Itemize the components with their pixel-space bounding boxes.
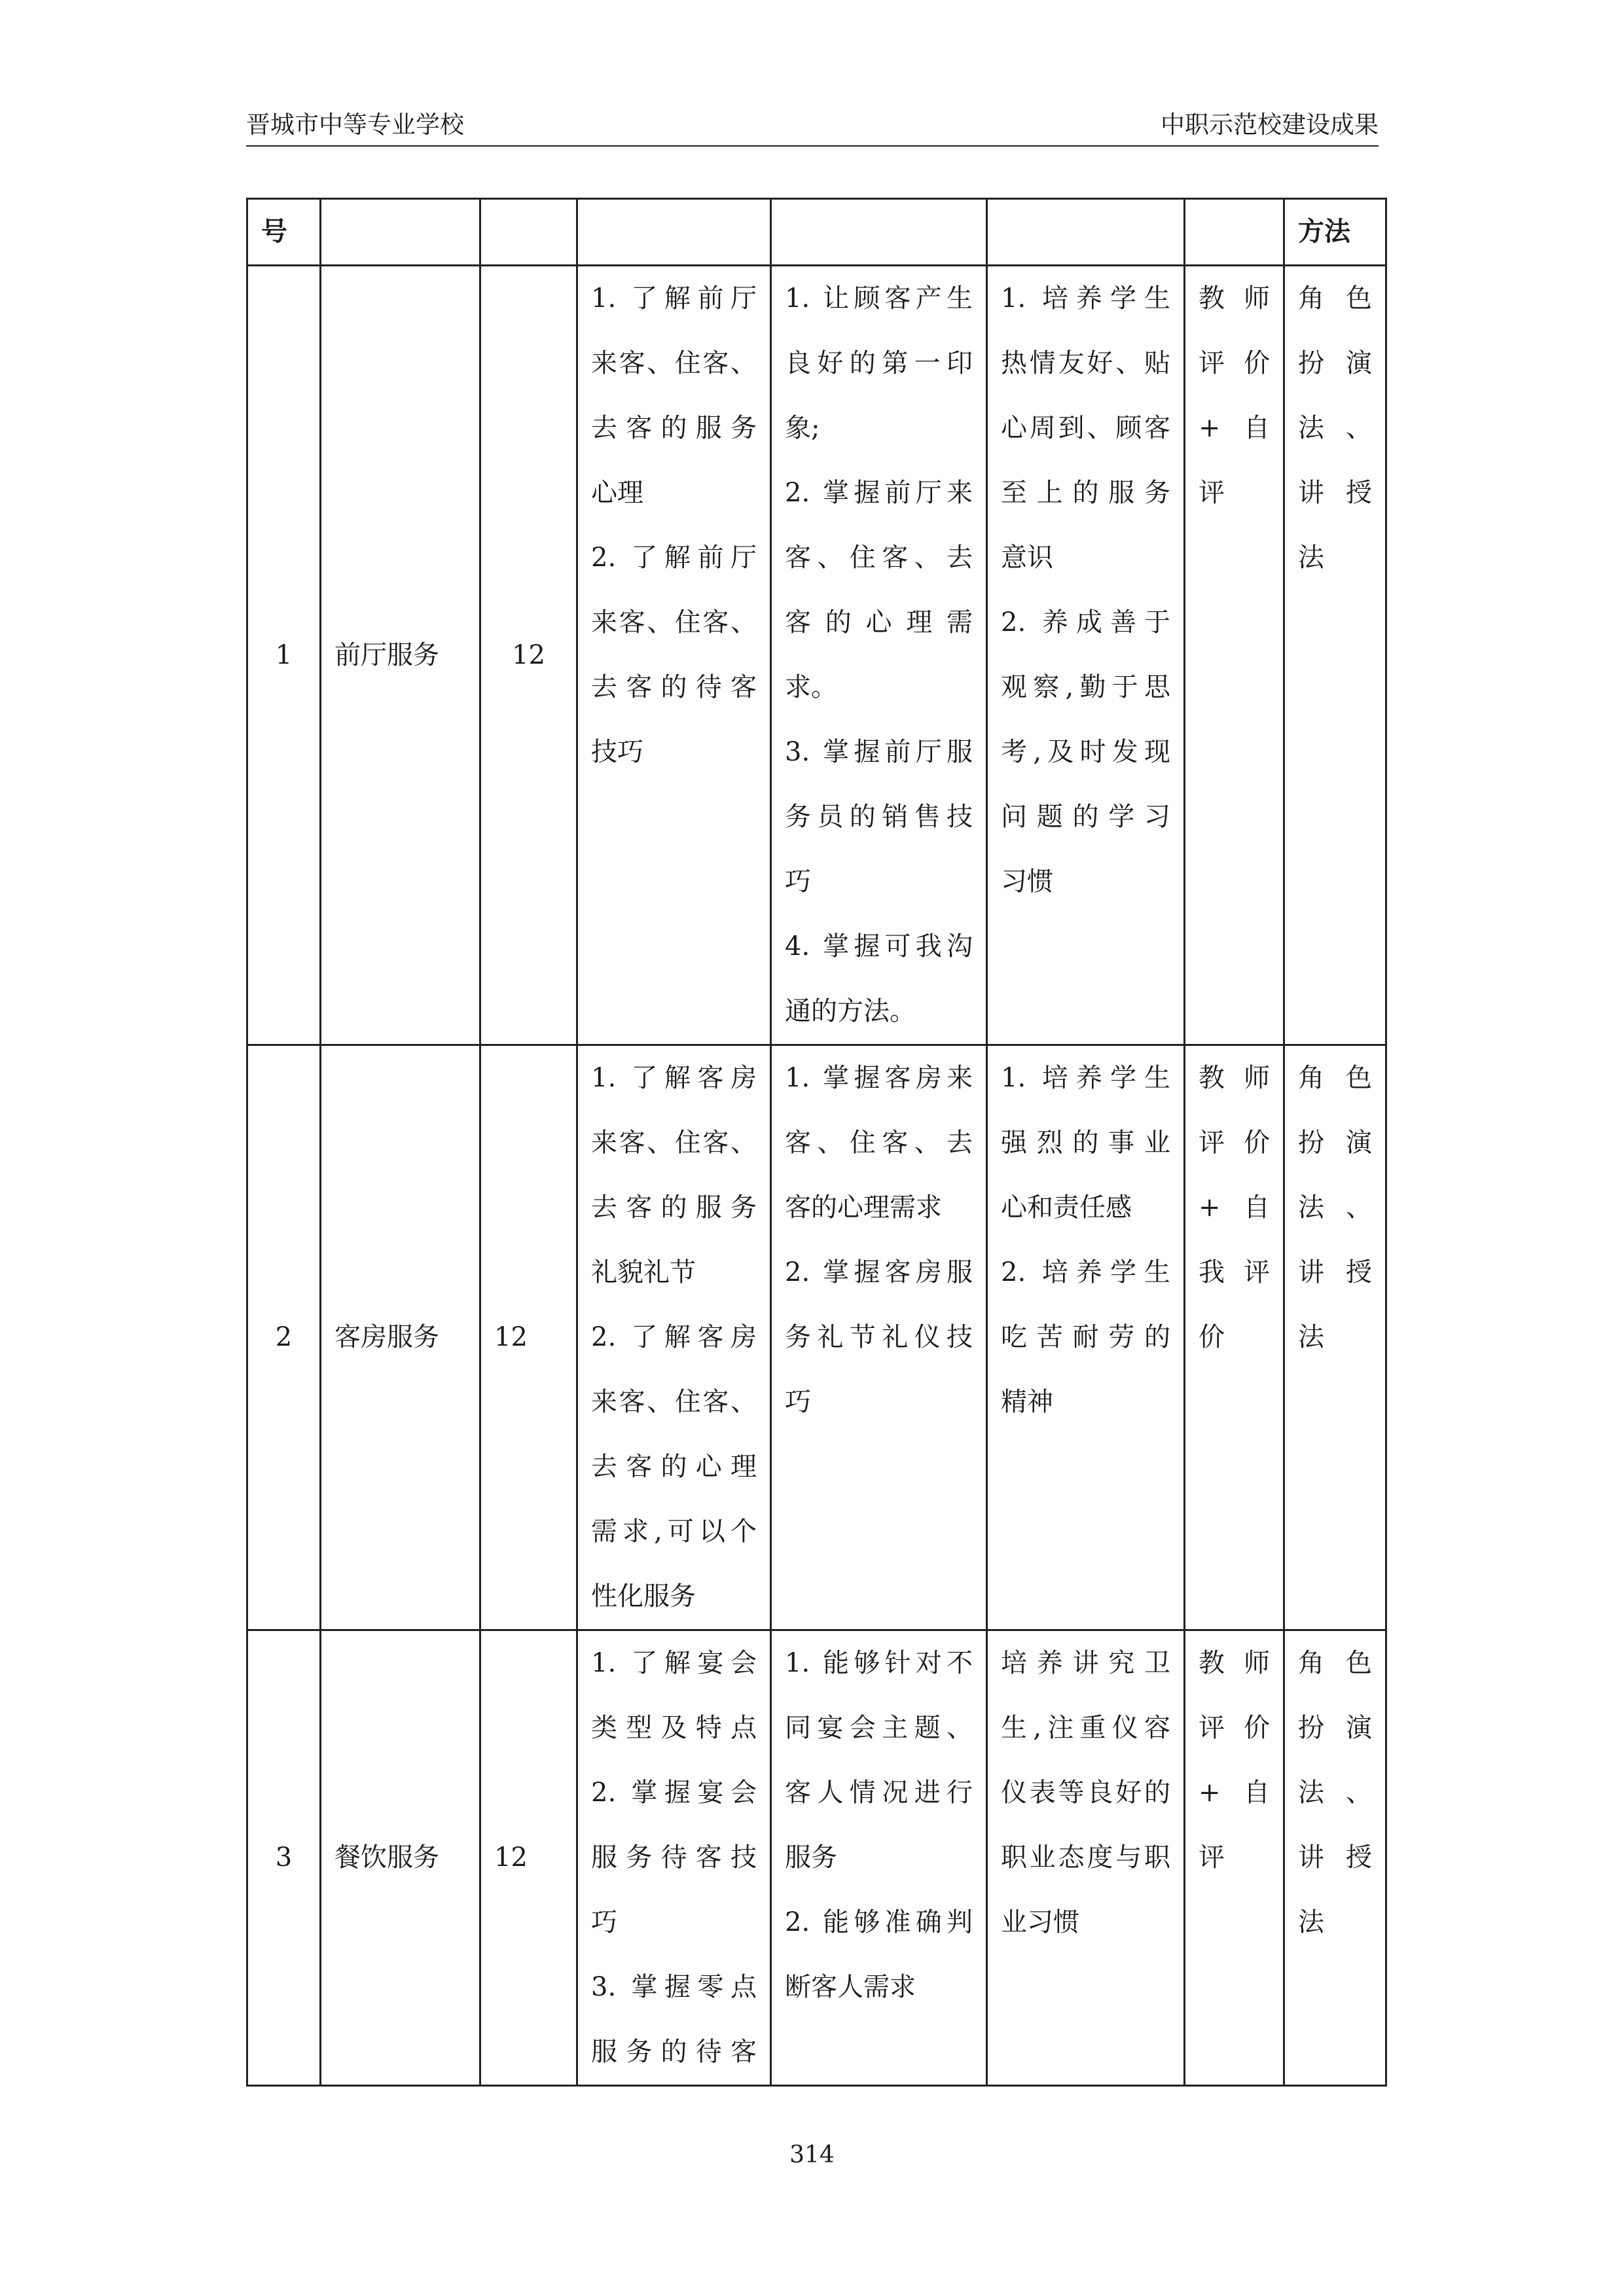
curriculum-table bbox=[246, 198, 1387, 2087]
row-skills bbox=[771, 266, 987, 1045]
row-hours: 12 bbox=[480, 266, 577, 1045]
text-line: 服务的待客 bbox=[591, 2037, 757, 2067]
text-line: 强烈的事业 bbox=[1001, 1128, 1170, 1158]
text-line: 生,注重仪容 bbox=[1001, 1713, 1170, 1743]
table-row bbox=[247, 266, 1386, 1045]
row-hours: 12 bbox=[480, 1045, 577, 1630]
table-header-row bbox=[247, 199, 1386, 266]
text-line: 培养讲究卫 bbox=[1001, 1648, 1170, 1678]
text-line: 精神 bbox=[1001, 1387, 1053, 1417]
text-line: + 自 bbox=[1199, 1193, 1270, 1223]
text-line: 技巧 bbox=[591, 737, 643, 767]
text-line: 巧 bbox=[785, 867, 811, 897]
table-body bbox=[247, 199, 1386, 2086]
row-skills bbox=[771, 1045, 987, 1630]
text-line: 2. 养成善于 bbox=[1001, 607, 1170, 637]
text-line: 客、住客、去 bbox=[785, 543, 973, 573]
text-line: 礼貌礼节 bbox=[591, 1257, 696, 1287]
row-evaluation bbox=[1185, 1045, 1284, 1630]
table-row bbox=[247, 1630, 1386, 2086]
text-line: 3. 掌握前厅服 bbox=[785, 737, 973, 767]
text-line: 2. 掌握宴会 bbox=[591, 1778, 757, 1808]
text-line: 职业态度与职 bbox=[1001, 1842, 1170, 1873]
text-line: 评价 bbox=[1199, 348, 1270, 378]
page-header bbox=[246, 113, 1379, 147]
text-line: 去客的服务 bbox=[591, 413, 757, 443]
text-line: 讲授 bbox=[1298, 1257, 1372, 1287]
header-cell-method: 方法 bbox=[1284, 199, 1386, 266]
text-line: 意识 bbox=[1001, 543, 1053, 573]
text-line: 扮演 bbox=[1298, 1713, 1372, 1743]
text-line: 法、 bbox=[1298, 413, 1372, 443]
text-line: 1. 培养学生 bbox=[1001, 1063, 1170, 1093]
text-line: 服务待客技 bbox=[591, 1842, 757, 1873]
header-school-name: 晋城市中等专业学校 bbox=[246, 111, 464, 139]
text-line: 2. 掌握客房服 bbox=[785, 1257, 973, 1287]
row-number: 3 bbox=[247, 1630, 321, 2086]
row-course-name: 前厅服务 bbox=[321, 266, 480, 1045]
text-line: 去客的服务 bbox=[591, 1193, 757, 1223]
text-line: 评 bbox=[1199, 1842, 1225, 1873]
text-line: 2. 能够准确判 bbox=[785, 1907, 973, 1937]
text-line: 客、住客、去 bbox=[785, 1128, 973, 1158]
text-line: 心理 bbox=[591, 478, 643, 508]
row-method bbox=[1284, 266, 1386, 1045]
text-line: 来客、住客、 bbox=[591, 348, 757, 378]
text-line: + 自 bbox=[1199, 1778, 1270, 1808]
text-line: 教师 bbox=[1199, 1063, 1270, 1093]
text-line: 热情友好、贴 bbox=[1001, 348, 1170, 378]
header-cell-name bbox=[321, 199, 480, 266]
text-line: 教师 bbox=[1199, 1648, 1270, 1678]
text-line: 1. 培养学生 bbox=[1001, 283, 1170, 314]
row-quality bbox=[987, 1630, 1185, 2086]
text-line: 问题的学习 bbox=[1001, 802, 1170, 832]
text-line: 客的心理需求 bbox=[785, 1193, 942, 1223]
row-method bbox=[1284, 1630, 1386, 2086]
text-line: 法、 bbox=[1298, 1778, 1372, 1808]
text-line: 求。 bbox=[785, 672, 837, 702]
text-line: 观察,勤于思 bbox=[1001, 672, 1170, 702]
text-line: 1. 掌握客房来 bbox=[785, 1063, 973, 1093]
text-line: 角色 bbox=[1298, 1648, 1372, 1678]
header-document-title: 中职示范校建设成果 bbox=[1161, 111, 1379, 139]
text-line: 去客的心理 bbox=[591, 1452, 757, 1482]
row-knowledge bbox=[577, 1630, 771, 2086]
text-line: 客的心理需 bbox=[785, 607, 973, 637]
text-line: 断客人需求 bbox=[785, 1972, 916, 2002]
text-line: 来客、住客、 bbox=[591, 607, 757, 637]
text-line: 良好的第一印 bbox=[785, 348, 973, 378]
text-line: 巧 bbox=[591, 1907, 617, 1937]
row-quality bbox=[987, 1045, 1185, 1630]
text-line: 2. 培养学生 bbox=[1001, 1257, 1170, 1287]
header-cell-knowledge bbox=[577, 199, 771, 266]
page-number: 314 bbox=[789, 2142, 835, 2168]
text-line: 性化服务 bbox=[591, 1581, 696, 1611]
text-line: 象; bbox=[785, 413, 820, 443]
text-line: 讲授 bbox=[1298, 478, 1372, 508]
text-line: 我评 bbox=[1199, 1257, 1270, 1287]
text-line: 扮演 bbox=[1298, 348, 1372, 378]
text-line: 扮演 bbox=[1298, 1128, 1372, 1158]
text-line: 1. 能够针对不 bbox=[785, 1648, 973, 1678]
text-line: 法 bbox=[1298, 543, 1324, 573]
text-line: 2. 了解客房 bbox=[591, 1322, 757, 1352]
text-line: 务礼节礼仪技 bbox=[785, 1322, 973, 1352]
text-line: 服务 bbox=[785, 1842, 837, 1873]
text-line: 吃苦耐劳的 bbox=[1001, 1322, 1170, 1352]
text-line: 2. 掌握前厅来 bbox=[785, 478, 973, 508]
text-line: 需求,可以个 bbox=[591, 1516, 757, 1547]
header-cell-number: 号 bbox=[247, 199, 321, 266]
text-line: 法 bbox=[1298, 1907, 1324, 1937]
row-course-name: 客房服务 bbox=[321, 1045, 480, 1630]
row-knowledge bbox=[577, 266, 771, 1045]
text-line: 仪表等良好的 bbox=[1001, 1778, 1170, 1808]
text-line: 1. 了解宴会 bbox=[591, 1648, 757, 1678]
text-line: 考,及时发现 bbox=[1001, 737, 1170, 767]
text-line: 角色 bbox=[1298, 283, 1372, 314]
header-cell-evaluation bbox=[1185, 199, 1284, 266]
text-line: 客人情况进行 bbox=[785, 1778, 973, 1808]
row-number: 2 bbox=[247, 1045, 321, 1630]
text-line: 类型及特点 bbox=[591, 1713, 757, 1743]
text-line: 评 bbox=[1199, 478, 1225, 508]
text-line: 去客的待客 bbox=[591, 672, 757, 702]
text-line: 2. 了解前厅 bbox=[591, 543, 757, 573]
row-evaluation bbox=[1185, 266, 1284, 1045]
row-hours: 12 bbox=[480, 1630, 577, 2086]
text-line: 1. 了解前厅 bbox=[591, 283, 757, 314]
text-line: 讲授 bbox=[1298, 1842, 1372, 1873]
row-evaluation bbox=[1185, 1630, 1284, 2086]
text-line: 法、 bbox=[1298, 1193, 1372, 1223]
text-line: 心和责任感 bbox=[1001, 1193, 1132, 1223]
header-cell-hours bbox=[480, 199, 577, 266]
text-line: 务员的销售技 bbox=[785, 802, 973, 832]
text-line: 至上的服务 bbox=[1001, 478, 1170, 508]
text-line: 法 bbox=[1298, 1322, 1324, 1352]
text-line: 评价 bbox=[1199, 1713, 1270, 1743]
row-course-name: 餐饮服务 bbox=[321, 1630, 480, 2086]
text-line: + 自 bbox=[1199, 413, 1270, 443]
row-skills bbox=[771, 1630, 987, 2086]
row-knowledge bbox=[577, 1045, 771, 1630]
row-number: 1 bbox=[247, 266, 321, 1045]
text-line: 教师 bbox=[1199, 283, 1270, 314]
row-quality bbox=[987, 266, 1185, 1045]
text-line: 来客、住客、 bbox=[591, 1128, 757, 1158]
table-row bbox=[247, 1045, 1386, 1630]
header-cell-skills bbox=[771, 199, 987, 266]
text-line: 来客、住客、 bbox=[591, 1387, 757, 1417]
text-line: 3. 掌握零点 bbox=[591, 1972, 757, 2002]
header-cell-quality bbox=[987, 199, 1185, 266]
text-line: 巧 bbox=[785, 1387, 811, 1417]
text-line: 习惯 bbox=[1001, 867, 1053, 897]
text-line: 心周到、顾客 bbox=[1001, 413, 1170, 443]
text-line: 1. 了解客房 bbox=[591, 1063, 757, 1093]
text-line: 价 bbox=[1199, 1322, 1225, 1352]
text-line: 同宴会主题、 bbox=[785, 1713, 973, 1743]
text-line: 1. 让顾客产生 bbox=[785, 283, 973, 314]
text-line: 通的方法。 bbox=[785, 996, 916, 1026]
text-line: 4. 掌握可我沟 bbox=[785, 931, 973, 961]
text-line: 评价 bbox=[1199, 1128, 1270, 1158]
text-line: 角色 bbox=[1298, 1063, 1372, 1093]
text-line: 业习惯 bbox=[1001, 1907, 1079, 1937]
row-method bbox=[1284, 1045, 1386, 1630]
